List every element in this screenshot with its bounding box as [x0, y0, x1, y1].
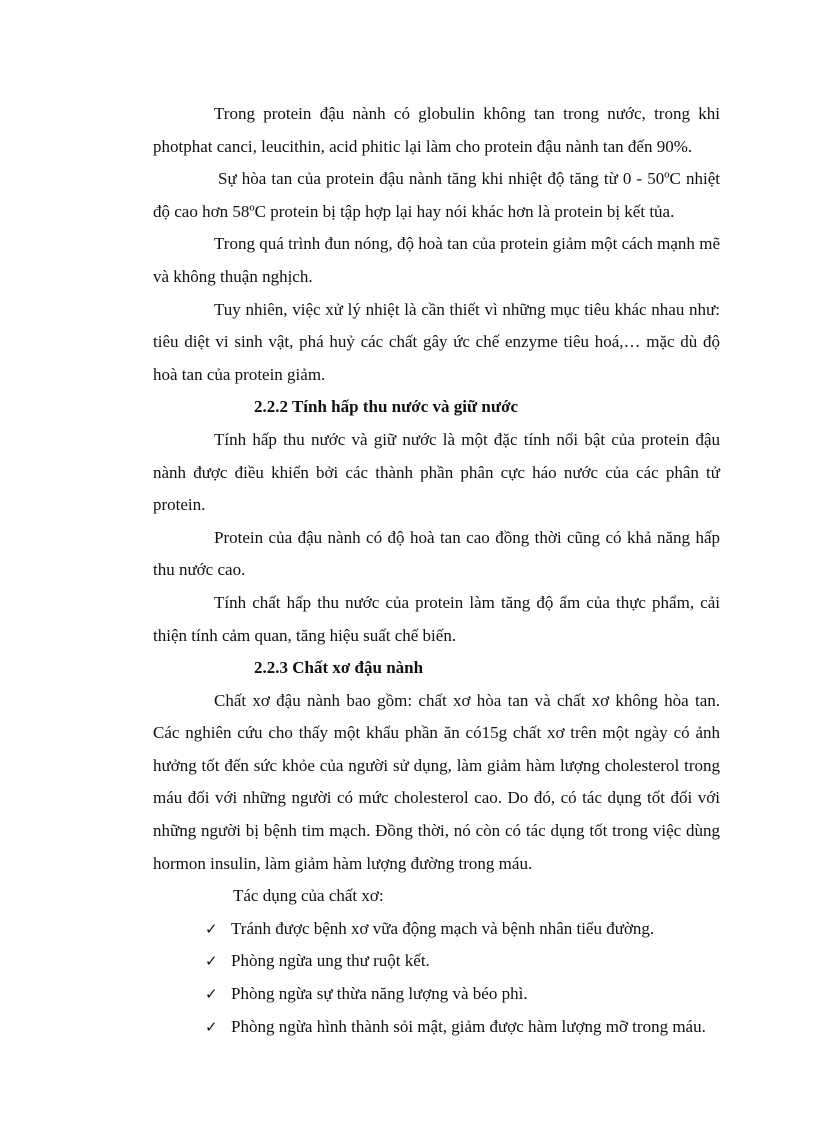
paragraph-heating-effect: Trong quá trình đun nóng, độ hoà tan của protein giảm một cách mạnh mẽ và không thuận nghịch.: [153, 234, 720, 286]
paragraph-temperature-effect: Sự hòa tan của protein đậu nành tăng khi nhiệt độ tăng từ 0 - 50ºC nhiệt độ cao hơn 58ºC protein bị tập hợp lại hay nói khác hơn là protein bị kết tủa.: [153, 169, 720, 221]
section-heading-2-2-2: 2.2.2 Tính hấp thu nước và giữ nước: [254, 397, 519, 417]
list-item-text: Phòng ngừa ung thư ruột kết.: [231, 951, 430, 971]
list-item: [153, 945, 720, 978]
effects-label: Tác dụng của chất xơ:: [233, 886, 384, 906]
checkmark-icon: ✓: [205, 1017, 218, 1036]
list-item-text: Phòng ngừa sự thừa năng lượng và béo phì.: [231, 984, 528, 1004]
list-item: [153, 1011, 720, 1044]
paragraph-heat-treatment: Tuy nhiên, việc xử lý nhiệt là cần thiết vì những mục tiêu khác nhau như: tiêu diệt vi sinh vật, phá huỷ các chất gây ức chế enzyme tiêu hoá,… mặc dù độ hoà tan của protein giảm.: [153, 299, 720, 384]
section-heading-2-2-3: 2.2.3 Chất xơ đậu nành: [254, 658, 424, 678]
paragraph-absorption-benefits: Tính chất hấp thu nước của protein làm tăng độ ẩm của thực phẩm, cải thiện tính cảm quan, tăng hiệu suất chế biến.: [153, 592, 720, 645]
paragraph-high-solubility: Protein của đậu nành có độ hoà tan cao đồng thời cũng có khả năng hấp thu nước cao.: [153, 527, 720, 580]
paragraph-water-absorption: Tính hấp thu nước và giữ nước là một đặc tính nổi bật của protein đậu nành được điều khiển bởi các thành phần phân cực háo nước của các phân tử protein.: [153, 429, 720, 515]
checkmark-icon: ✓: [205, 985, 218, 1004]
list-item: [153, 913, 720, 946]
list-item-text: Tránh được bệnh xơ vữa động mạch và bệnh nhân tiểu đường.: [231, 918, 655, 938]
paragraph-protein-solubility: Trong protein đậu nành có globulin không tan trong nước, trong khi photphat canci, leucithin, acid phitic lại làm cho protein đậu nành tan đến 90%.: [153, 104, 720, 156]
document-page: [153, 98, 720, 1043]
paragraph-soy-fiber: Chất xơ đậu nành bao gồm: chất xơ hòa tan và chất xơ không hòa tan. Các nghiên cứu cho thấy một khẩu phần ăn có15g chất xơ trên một ngày có ảnh hưởng tốt đến sức khỏe của người sử dụng, làm giảm hàm lượng cholesterol trong máu đối với những người có mức cholesterol cao. Do đó, có tác dụng tốt đối với những người bị bệnh tim mạch. Đồng thời, nó còn có tác dụng tốt trong việc dùng hormon insulin, làm giảm hàm lượng đường trong máu.: [153, 690, 720, 873]
checkmark-icon: ✓: [205, 952, 218, 971]
effects-list: [153, 913, 720, 1043]
list-item: [153, 978, 720, 1011]
list-item-text: Phòng ngừa hình thành sỏi mật, giảm được hàm lượng mỡ trong máu.: [231, 1016, 706, 1036]
checkmark-icon: ✓: [205, 919, 218, 938]
